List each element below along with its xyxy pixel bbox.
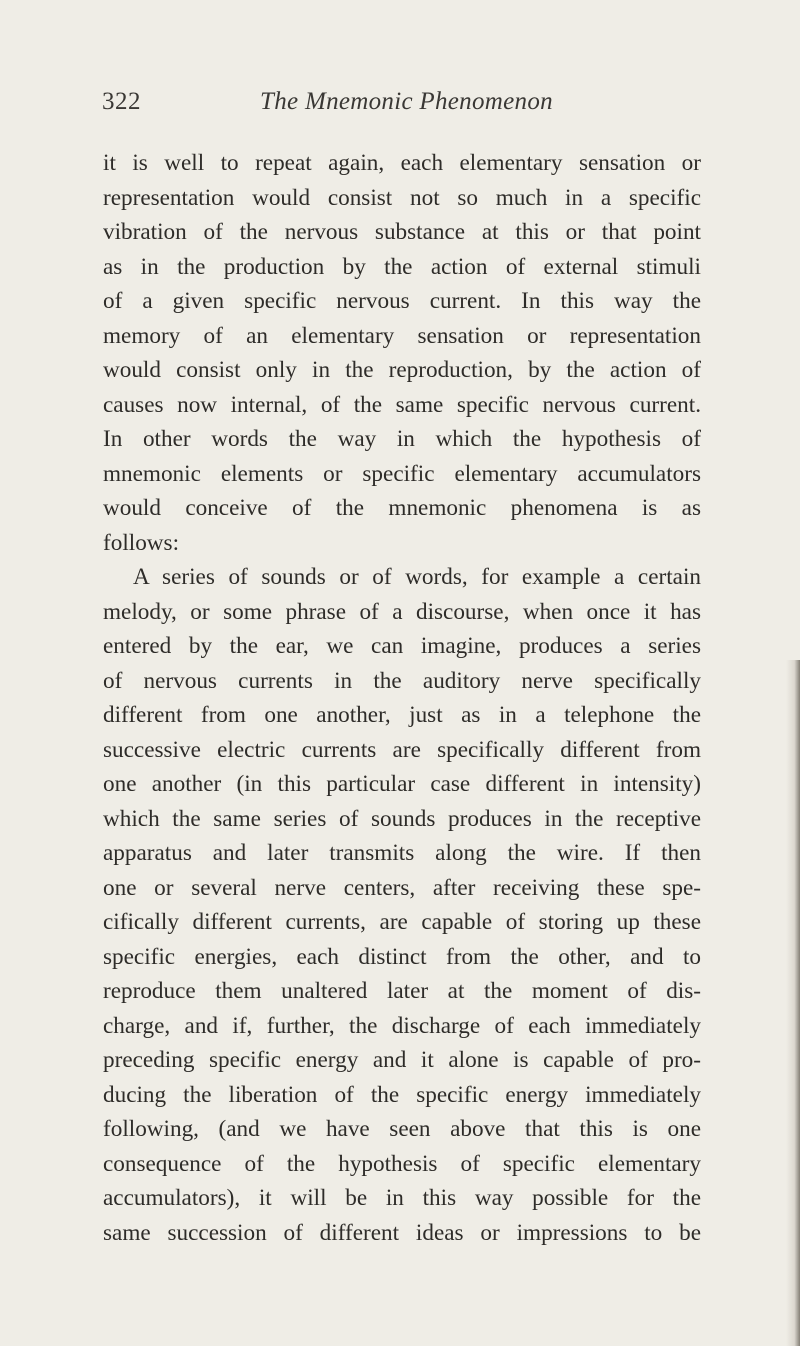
text-line: representation would consist not so much in a specific — [103, 184, 701, 211]
text-line: successive electric currents are specifically different from — [103, 736, 701, 763]
text-line: reproduce them unaltered later at the moment of dis- — [103, 978, 701, 1004]
text-line: would conceive of the mnemonic phenomena is as — [103, 495, 701, 521]
text-line: following, (and we have seen above that this is one — [103, 1116, 701, 1142]
text-line: different from one another, just as in a telephone the — [103, 702, 701, 728]
text-line: charge, and if, further, the discharge of each immediately — [103, 1012, 701, 1039]
body-text — [103, 146, 701, 1250]
text-line: one another (in this particular case different in intensity) — [103, 771, 701, 797]
text-line: follows: — [103, 529, 180, 556]
text-line: In other words the way in which the hypothesis of — [103, 426, 701, 452]
text-line: A series of sounds or of words, for example a certain — [133, 564, 701, 590]
running-title: The Mnemonic Phenomenon — [260, 88, 553, 115]
text-line: vibration of the nervous substance at this or that point — [103, 219, 701, 245]
text-line: apparatus and later transmits along the wire. If then — [103, 840, 701, 866]
page-number: 322 — [102, 88, 141, 115]
page-edge-shadow — [786, 660, 800, 1346]
text-line: which the same series of sounds produces in the receptive — [103, 805, 701, 832]
text-line: entered by the ear, we can imagine, produces a series — [103, 633, 701, 659]
text-line: accumulators), it will be in this way possible for the — [103, 1185, 701, 1211]
text-line: specific energies, each distinct from the other, and to — [103, 943, 701, 970]
text-line: it is well to repeat again, each elementary sensation or — [103, 150, 701, 176]
paragraph-2 — [103, 560, 701, 1250]
text-line: of a given specific nervous current. In this way the — [103, 288, 701, 314]
text-line: mnemonic elements or specific elementary accumulators — [103, 460, 701, 487]
text-line: consequence of the hypothesis of specific elementary — [103, 1150, 701, 1177]
text-line: melody, or some phrase of a discourse, when once it has — [103, 598, 701, 625]
text-line: memory of an elementary sensation or representation — [103, 322, 701, 349]
text-line: preceding specific energy and it alone is capable of pro- — [103, 1047, 701, 1073]
text-line: same succession of different ideas or impressions to be — [103, 1219, 701, 1246]
paragraph-1 — [103, 146, 701, 560]
text-line: ducing the liberation of the specific energy immediately — [103, 1081, 701, 1108]
text-line: causes now internal, of the same specific nervous current. — [103, 391, 701, 418]
text-line: of nervous currents in the auditory nerve specifically — [103, 667, 701, 694]
text-line: would consist only in the reproduction, by the action of — [103, 357, 701, 383]
text-line: one or several nerve centers, after receiving these spe- — [103, 874, 701, 901]
text-line: as in the production by the action of external stimuli — [103, 253, 701, 280]
running-header — [102, 88, 662, 128]
text-line: cifically different currents, are capable of storing up these — [103, 909, 701, 935]
